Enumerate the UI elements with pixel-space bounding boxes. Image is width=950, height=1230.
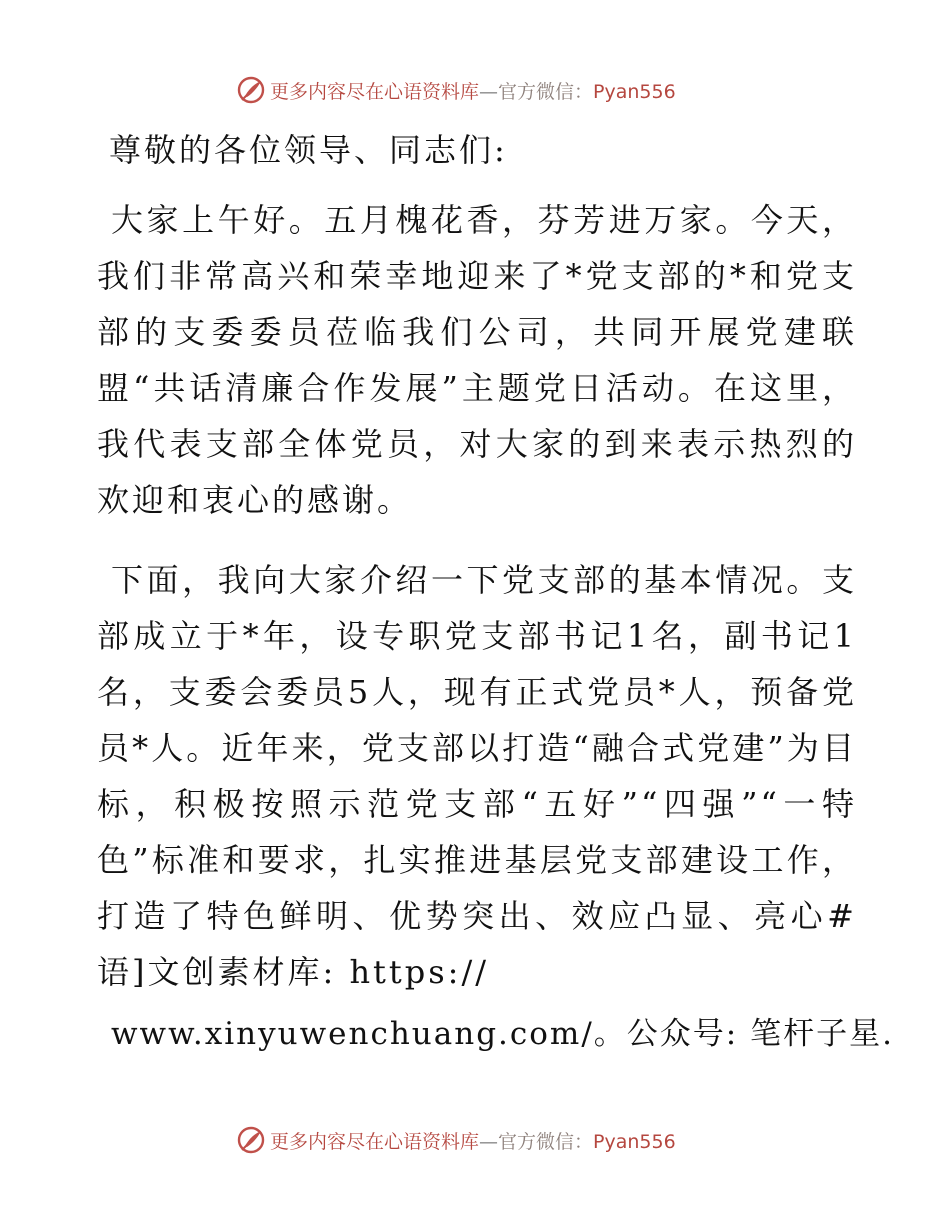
footer-wechat-id: Pyan556 [593, 1130, 676, 1153]
header-banner-title: 更多内容尽在心语资料库 [270, 80, 480, 103]
paragraph-1: 大家上午好。五月槐花香，芬芳进万家。今天，我们非常高兴和荣幸地迎来了*党支部的*和党支部的支委委员莅临我们公司，共同开展党建联盟“共话清廉合作发展”主题党日活动。在这里，我代表支部全体党员，对大家的到来表示热烈的欢迎和衷心的感谢。 [97, 201, 857, 519]
footer-banner-title: 更多内容尽在心语资料库 [270, 1130, 480, 1153]
footer-banner [236, 1123, 676, 1157]
feather-pen-logo-icon [236, 1125, 266, 1155]
paragraph-2 [97, 552, 894, 1062]
feather-pen-logo-icon [236, 75, 266, 105]
footer-wechat-label: 官方微信： [498, 1130, 594, 1153]
header-wechat-label: 官方微信： [498, 80, 594, 103]
paragraph-2-text: 下面，我向大家介绍一下党支部的基本情况。支部成立于*年，设专职党支部书记1名，副书记1名，支委会委员5人，现有正式党员*人，预备党员*人。近年来，党支部以打造“融合式党建”为目标，积极按照示范党支部“五好”“四强”“一特色”标准和要求，扎实推进基层党支部建设工作，打造了特色鲜明、优势突出、效应凸显、亮心#语]文创素材库: https:// [97, 561, 857, 991]
footer-banner-separator: — [479, 1130, 499, 1153]
header-banner-separator: — [479, 80, 499, 103]
header-wechat-id: Pyan556 [593, 80, 676, 103]
greeting: 尊敬的各位领导、同志们: [109, 131, 508, 169]
paragraph-2-url-line: www.xinyuwenchuang.com/。公众号: 笔杆子星. [111, 1016, 894, 1052]
header-banner [236, 73, 676, 107]
document-body [97, 128, 894, 1062]
